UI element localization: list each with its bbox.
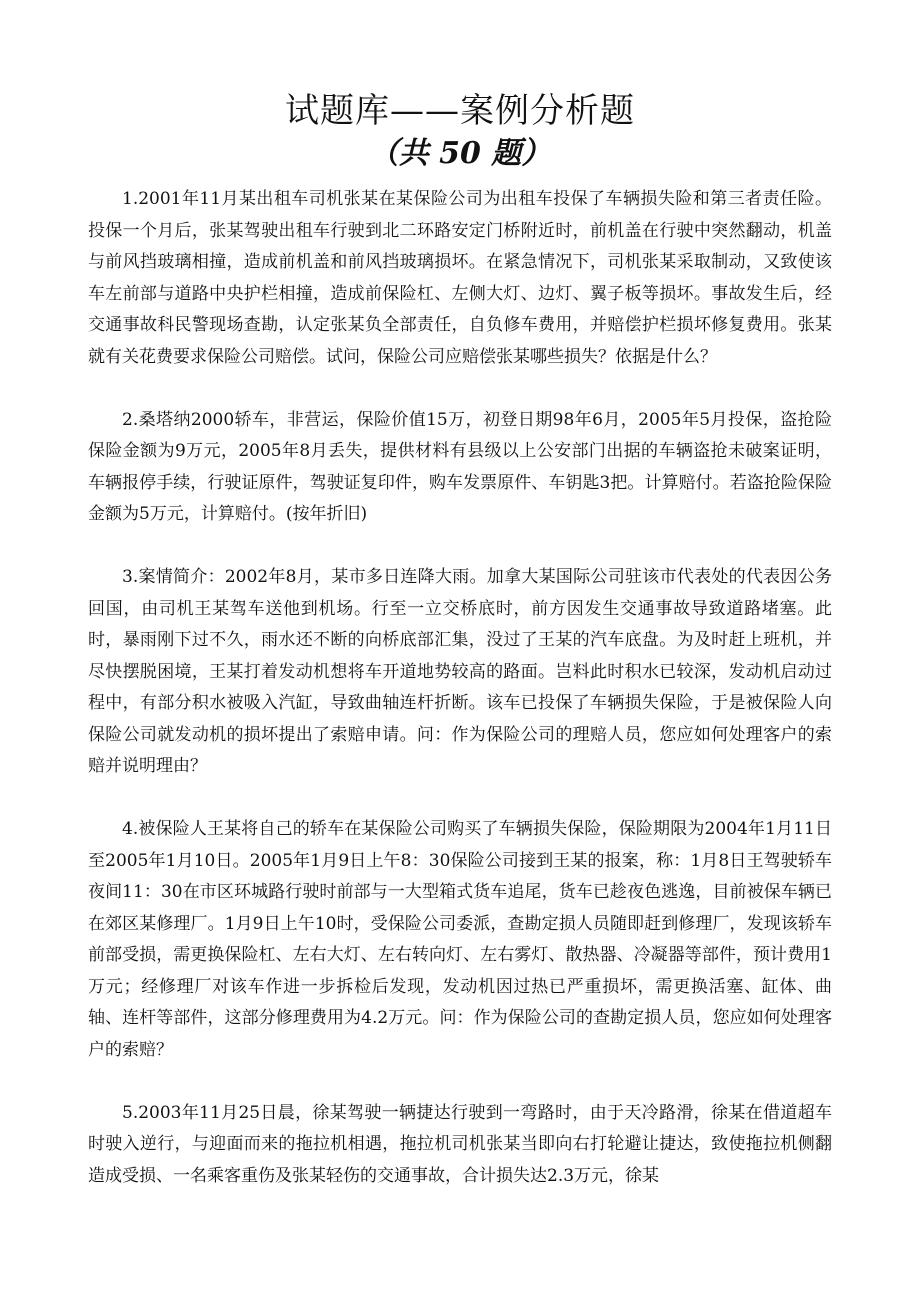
question-paragraph-2: 2.桑塔纳2000轿车，非营运，保险价值15万，初登日期98年6月，2005年5月投保，盗抢险保险金额为9万元，2005年8月丢失，提供材料有县级以上公安部门出据的车辆盗抢未破案证明，车辆报停手续，行驶证原件，驾驶证复印件，购车发票原件、车钥匙3把。计算赔付。若盗抢险保险金额为5万元，计算赔付。(按年折旧) xyxy=(88,409,832,524)
question-paragraph-3: 3.案情简介：2002年8月，某市多日连降大雨。加拿大某国际公司驻该市代表处的代表因公务回国，由司机王某驾车送他到机场。行至一立交桥底时，前方因发生交通事故导致道路堵塞。此时，暴雨刚下过不久，雨水还不断的向桥底部汇集，没过了王某的汽车底盘。为及时赶上班机，并尽快摆脱困境，王某打着发动机想将车开道地势较高的路面。岂料此时积水已较深，发动机启动过程中，有部分积水被吸入汽缸，导致曲轴连杆折断。该车已投保了车辆损失保险，于是被保险人向保险公司就发动机的损坏提出了索赔申请。问：作为保险公司的理赔人员，您应如何处理客户的索赔并说明理由？ xyxy=(88,567,832,776)
page-subtitle: （共 50 题） xyxy=(368,136,552,171)
question-paragraph-4: 4.被保险人王某将自己的轿车在某保险公司购买了车辆损失保险，保险期限为2004年1月11日至2005年1月10日。2005年1月9日上午8：30保险公司接到王某的报案，称：1月8日王驾驶轿车夜间11：30在市区环城路行驶时前部与一大型箱式货车追尾，货车已趁夜色逃逸，目前被保车辆已在郊区某修理厂。1月9日上午10时，受保险公司委派，查勘定损人员随即赶到修理厂，发现该轿车前部受损，需更换保险杠、左右大灯、左右转向灯、左右雾灯、散热器、冷凝器等部件，预计费用1万元；经修理厂对该车作进一步拆检后发现，发动机因过热已严重损坏，需更换活塞、缸体、曲轴、连杆等部件，这部分修理费用为4.2万元。问：作为保险公司的查勘定损人员，您应如何处理客户的索赔？ xyxy=(88,819,832,1060)
question-paragraph-1: 1.2001年11月某出租车司机张某在某保险公司为出租车投保了车辆损失险和第三者责任险。投保一个月后，张某驾驶出租车行驶到北二环路安定门桥附近时，前机盖在行驶中突然翻动，机盖与前风挡玻璃相撞，造成前机盖和前风挡玻璃损坏。在紧急情况下，司机张某采取制动，又致使该车左前部与道路中央护栏相撞，造成前保险杠、左侧大灯、边灯、翼子板等损坏。事故发生后，经交通事故科民警现场查勘，认定张某负全部责任，自负修车费用，并赔偿护栏损坏修复费用。张某就有关花费要求保险公司赔偿。试问，保险公司应赔偿张某哪些损失？依据是什么？ xyxy=(88,189,832,367)
question-paragraph-5: 5.2003年11月25日晨，徐某驾驶一辆捷达行驶到一弯路时，由于天冷路滑，徐某在借道超车时驶入逆行，与迎面而来的拖拉机相遇，拖拉机司机张某当即向右打轮避让捷达，致使拖拉机侧翻造成受损、一名乘客重伤及张某轻伤的交通事故，合计损失达2.3万元，徐某 xyxy=(88,1102,832,1186)
page-title: 试题库——案例分析题 xyxy=(285,91,635,131)
